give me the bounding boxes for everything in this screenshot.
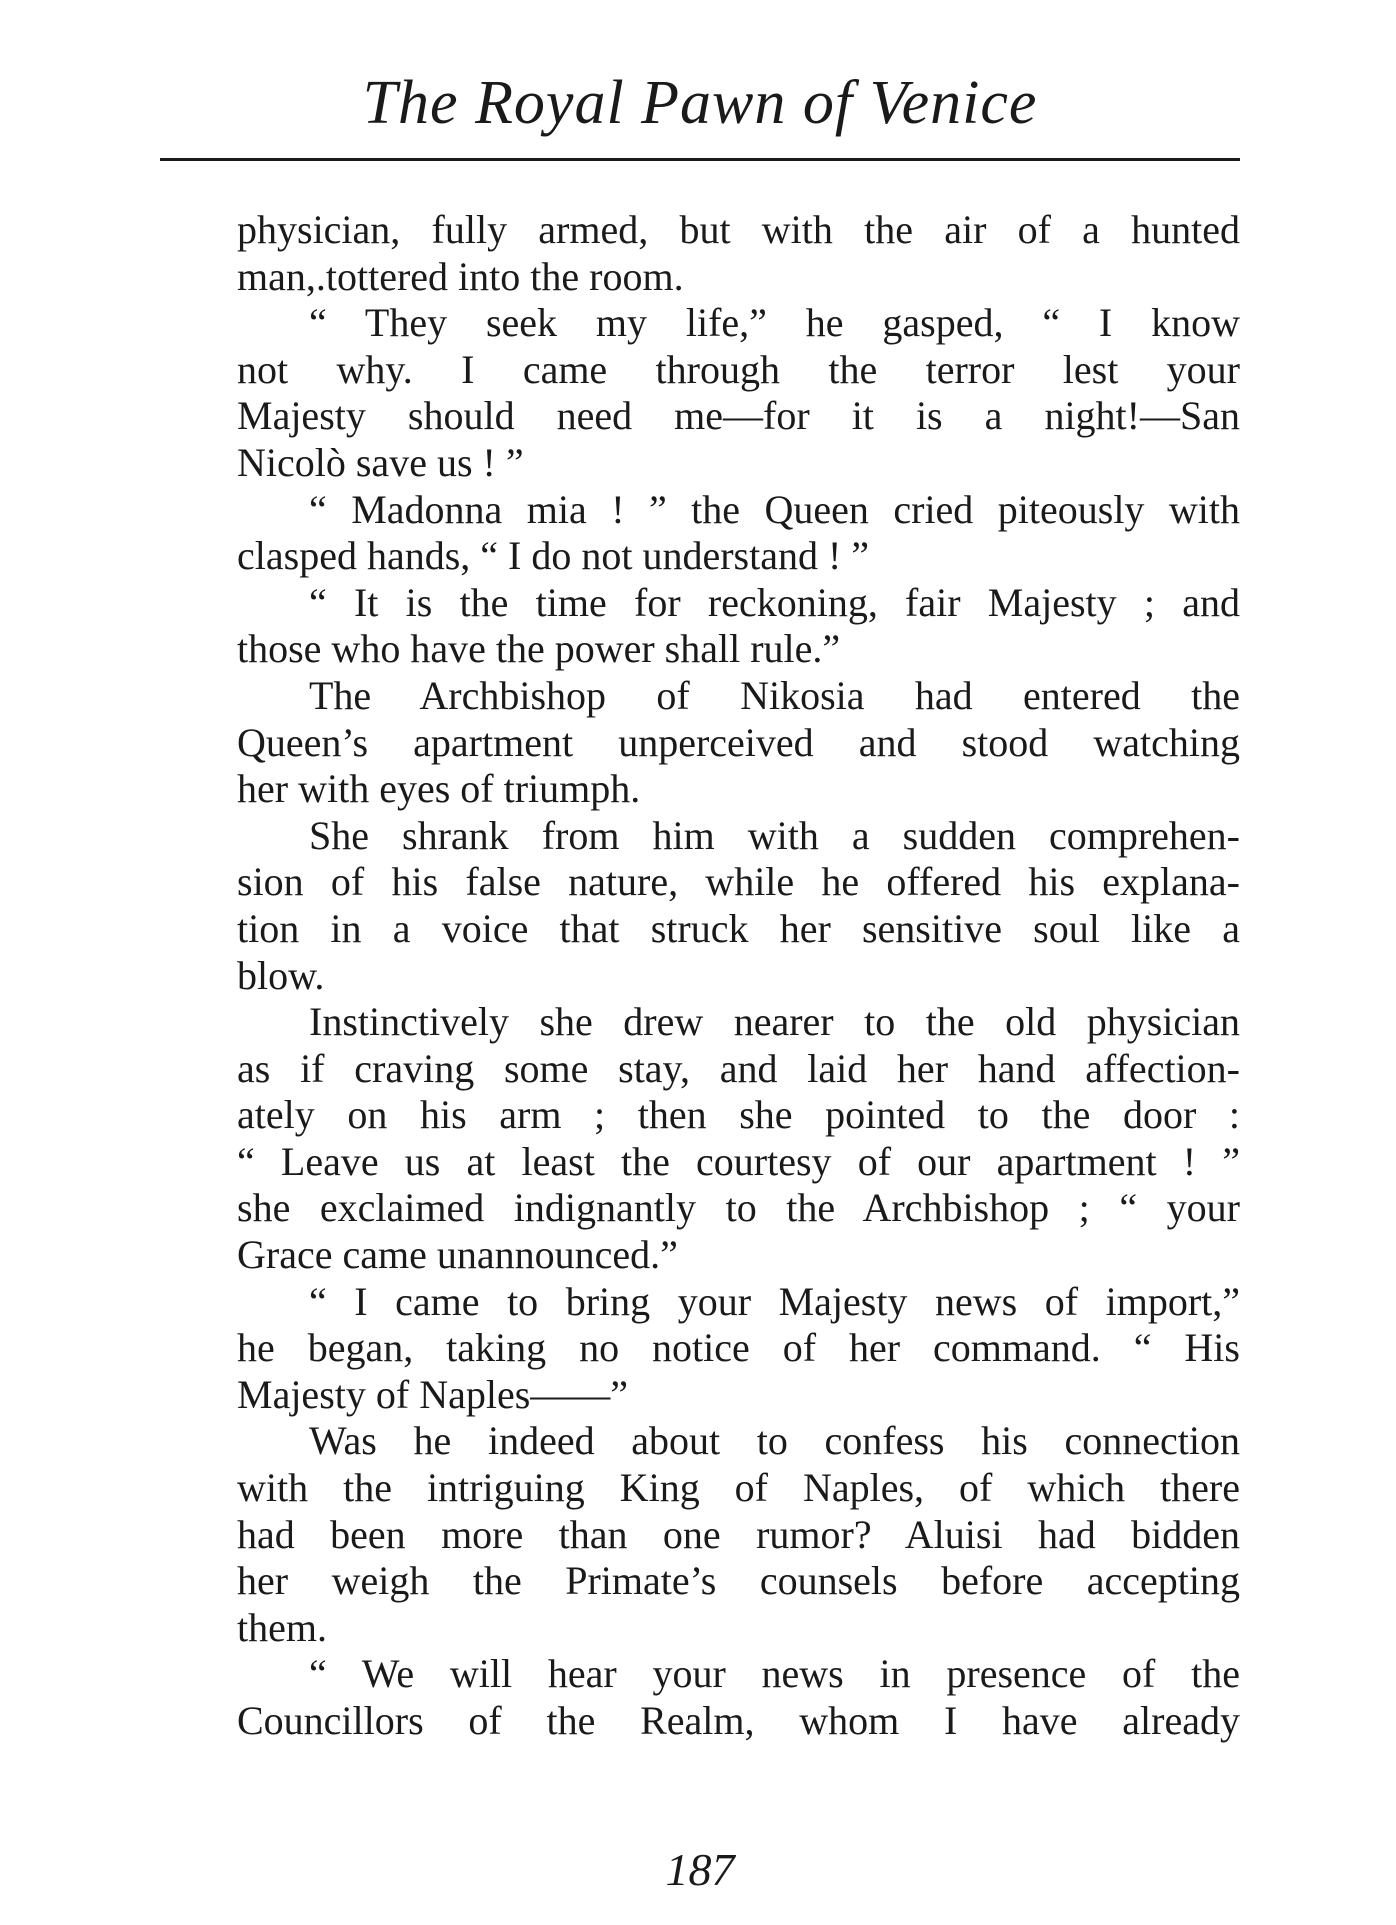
text-line: sion of his false nature, while he offered his explana- [237,859,1240,905]
text-line: She shrank from him with a sudden comprehen- [309,812,1240,858]
text-line: The Archbishop of Nikosia had entered the [309,672,1240,718]
text-line: Majesty should need me—for it is a night!—San [237,393,1240,439]
text-line: Queen’s apartment unperceived and stood watching [237,719,1240,765]
text-line: Was he indeed about to confess his connection [309,1418,1240,1464]
text-line: as if craving some stay, and laid her hand affection- [237,1045,1240,1091]
text-line: Councillors of the Realm, whom I have already [237,1698,1240,1743]
text-line: not why. I came through the terror lest your [237,346,1240,392]
header-rule [160,158,1240,161]
text-line: “ I came to bring your Majesty news of import,” [309,1278,1240,1324]
text-line: Nicolò save us ! ” [237,439,524,485]
text-line: Instinctively she drew nearer to the old physician [309,999,1240,1045]
text-line: clasped hands, “ I do not understand ! ” [237,533,870,579]
text-line: with the intriguing King of Naples, of which there [237,1465,1240,1511]
text-line: “ Leave us at least the courtesy of our apartment ! ” [237,1138,1240,1184]
text-line: them. [237,1604,327,1650]
body-text [237,207,1240,1745]
text-line: Grace came unannounced.” [237,1232,678,1278]
text-line: “ We will hear your news in presence of the [309,1651,1240,1697]
text-line: “ They seek my life,” he gasped, “ I know [309,300,1240,346]
text-line: those who have the power shall rule.” [237,626,841,672]
text-line: blow. [237,952,325,998]
text-line: ately on his arm ; then she pointed to the door : [237,1092,1240,1138]
text-line: “ Madonna mia ! ” the Queen cried piteously with [309,486,1240,532]
text-line: her weigh the Primate’s counsels before accepting [237,1558,1240,1604]
text-line: her with eyes of triumph. [237,766,641,812]
text-line: he began, taking no notice of her command. “ His [237,1325,1240,1371]
text-line: Majesty of Naples——” [237,1371,629,1417]
text-line: “ It is the time for reckoning, fair Majesty ; and [309,579,1240,625]
page-number: 187 [665,1844,735,1895]
text-line: man,.tottered into the room. [237,253,684,299]
text-line: she exclaimed indignantly to the Archbishop ; “ your [237,1185,1240,1231]
text-line: had been more than one rumor? Aluisi had bidden [237,1511,1240,1557]
text-line: physician, fully armed, but with the air of a hunted [237,207,1240,252]
text-line: tion in a voice that struck her sensitive soul like a [237,905,1240,951]
running-head: The Royal Pawn of Venice [362,69,1038,137]
